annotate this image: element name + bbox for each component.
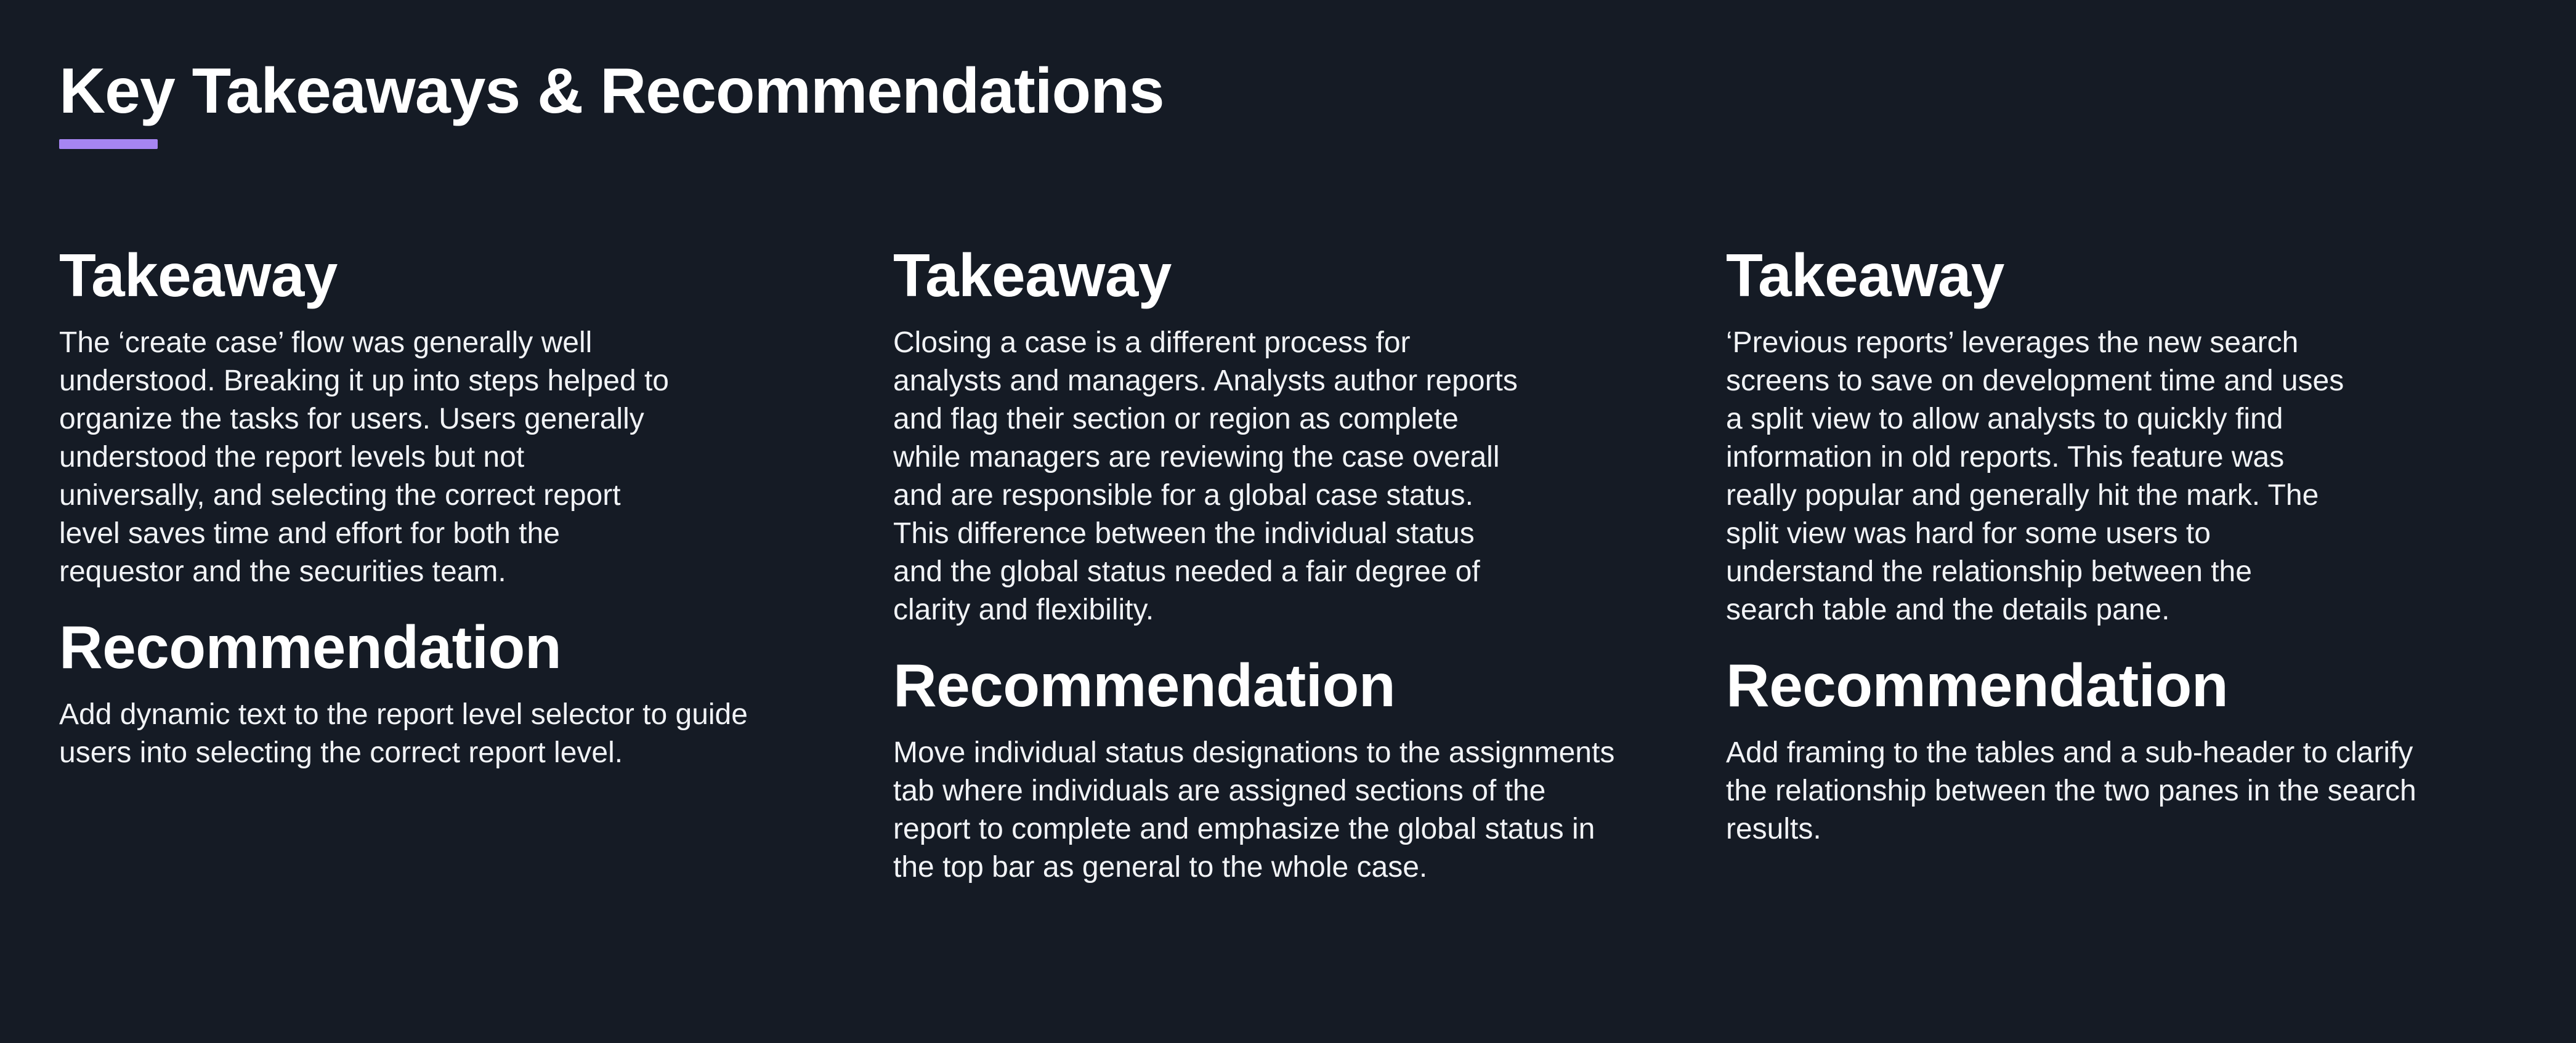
takeaway-heading: Takeaway [1726,241,2004,309]
takeaway-column-1 [59,240,786,772]
takeaway-column-3 [1726,240,2453,848]
takeaway-text: The ‘create case’ flow was generally well understood. Breaking it up into steps helped to organize the tasks for users. Users generally understood the report levels but not universally, and selecting the correct report level saves time and effort for both the requestor and the securities team. [59,326,669,588]
takeaway-heading: Takeaway [59,241,338,309]
takeaway-heading: Takeaway [893,241,1172,309]
takeaway-column-2 [893,240,1620,887]
recommendation-text: Add dynamic text to the report level selector to guide users into selecting the correct report level. [59,698,748,769]
page-title: Key Takeaways & Recommendations [59,55,1164,127]
recommendation-heading: Recommendation [1726,651,2229,719]
recommendation-text: Add framing to the tables and a sub-header to clarify the relationship between the two panes in the search results. [1726,736,2416,845]
title-underline [59,139,158,149]
takeaway-text: Closing a case is a different process for analysts and managers. Analysts author reports and flag their section or region as complete while managers are reviewing the case overall and are responsible for a global case status. This difference between the individual status and the global status needed a fair degree of clarity and flexibility. [893,326,1518,626]
recommendation-heading: Recommendation [59,613,562,681]
recommendation-heading: Recommendation [893,651,1396,719]
recommendation-text: Move individual status designations to the assignments tab where individuals are assigned sections of the report to complete and emphasize the global status in the top bar as general to the whole case. [893,736,1615,884]
takeaway-text: ‘Previous reports’ leverages the new search screens to save on development time and uses a split view to allow analysts to quickly find information in old reports. This feature was really popular and generally hit the mark. The split view was hard for some users to understand the relationship between the search table and the details pane. [1726,326,2344,626]
